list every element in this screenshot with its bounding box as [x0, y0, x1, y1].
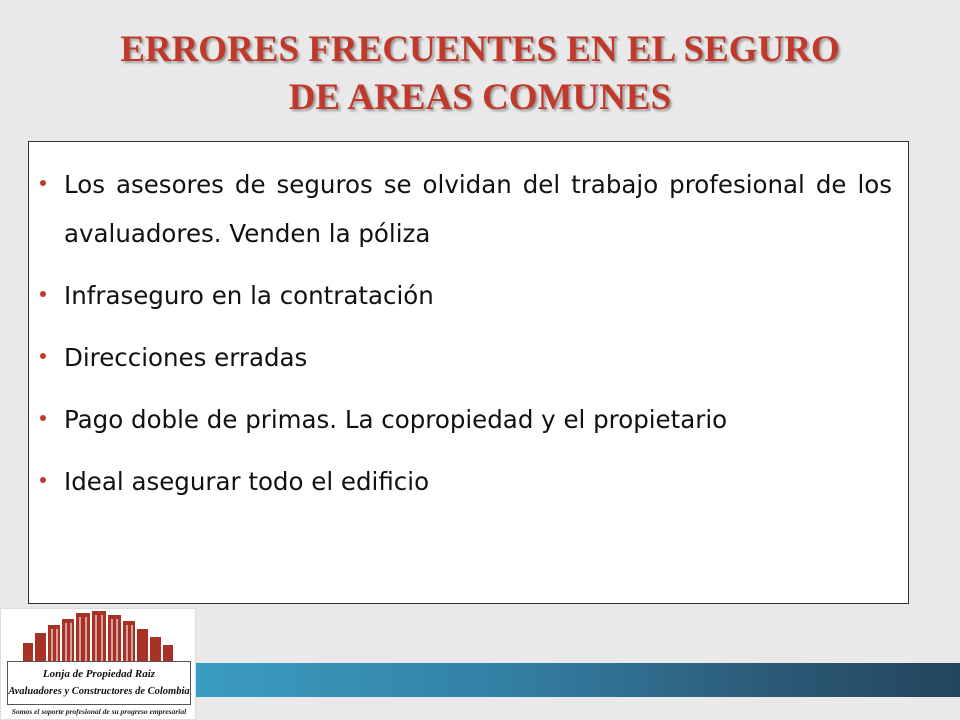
bullet-dot-icon [40, 291, 46, 297]
bullet-list [37, 160, 892, 506]
slide-title-line-2: DE AREAS COMUNES [288, 77, 672, 118]
logo-tagline: Somos el soporte profesional de su progreso empresarial [11, 707, 187, 716]
logo-name-line-2: Avaluadores y Constructores de Colombia [8, 686, 190, 697]
bullet-item [37, 160, 892, 258]
company-logo [0, 608, 196, 720]
content-box [28, 141, 909, 604]
bullet-item [37, 333, 892, 382]
bullet-item [37, 271, 892, 320]
bullet-dot-icon [40, 353, 46, 359]
logo-name-box [7, 661, 191, 705]
bullet-dot-icon [40, 477, 46, 483]
bullet-item [37, 395, 892, 444]
bullet-text: Infraseguro en la contratación [64, 281, 434, 310]
bullet-dot-icon [40, 180, 46, 186]
buildings-icon [1, 609, 197, 669]
bullet-text: Ideal asegurar todo el edificio [64, 467, 430, 496]
bullet-text: Direcciones erradas [64, 343, 308, 372]
bullet-text: Los asesores de seguros se olvidan del trabajo profesional de los avaluadores. Venden la póliza [64, 170, 892, 248]
bullet-text: Pago doble de primas. La copropiedad y el propietario [64, 405, 728, 434]
bullet-item [37, 457, 892, 506]
slide-title-line-1: ERRORES FRECUENTES EN EL SEGURO [120, 29, 840, 70]
slide-title [0, 26, 960, 122]
footer-bar [196, 663, 960, 697]
bullet-dot-icon [40, 415, 46, 421]
logo-name-line-1: Lonja de Propiedad Raiz [42, 668, 156, 680]
